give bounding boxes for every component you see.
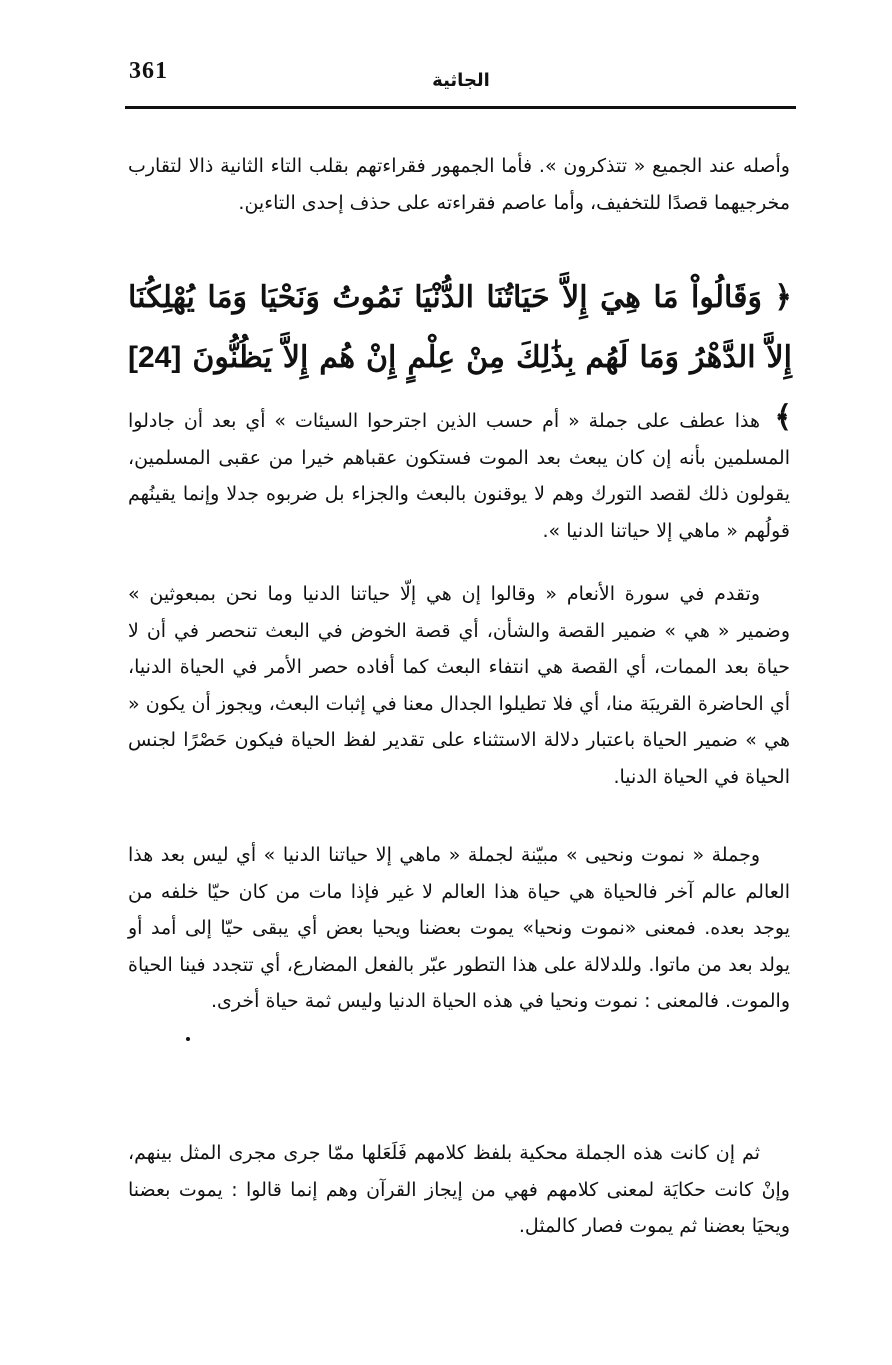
header-rule (125, 106, 796, 109)
verse-open-ornament: ﴿ (774, 280, 792, 315)
print-speck (186, 1037, 190, 1041)
paragraph-commentary-1: هذا عطف على جملة « أم حسب الذين اجترحوا السيئات » أي بعد أن جادلوا المسلمين بأنه إن كان يبعث بعد الموت فستكون عقباهم خيرا من عقبى المسلمين، يقولون ذلك لقصد التورك وهم لا يوقنون بالبعث والجزاء بل ضربوه جدلا وإنما يقينُهم قولُهم « ماهي إلا حياتنا الدنيا ». (128, 410, 790, 542)
paragraph-reading-note: وأصله عند الجميع « تتذكرون ». فأما الجمهور فقراءتهم بقلب التاء الثانية ذالا لتقارب مخرجيهما قصدًا للتخفيف، وأما عاصم فقراءته على حذف إحدى التاءين. (128, 155, 790, 214)
verse-line-2: إِلاَّ الدَّهْرُ وَمَا لَهُم بِذَٰلِكَ مِنْ عِلْمٍ إِنْ هُم إِلاَّ يَظُنُّونَ (192, 340, 792, 375)
verse-close-ornament: ﴾ (774, 400, 792, 435)
page-header (125, 52, 797, 102)
page-number: 361 (129, 58, 168, 84)
paragraph-commentary-4: ثم إن كانت هذه الجملة محكية بلفظ كلامهم فَلَعَلها ممّا جرى مجرى المثل بينهم، وإنْ كانت حكايَة لمعنى كلامهم فهي من إيجاز القرآن وهم إنما قالوا : يموت بعضنا ويحيَا بعضنا ثم يموت فصار كالمثل. (128, 1142, 790, 1238)
paragraph-commentary-3: وجملة « نموت ونحيى » مبيّنة لجملة « ماهي إلا حياتنا الدنيا » أي ليس بعد هذا العالم عالم آخر فالحياة هي حياة هذا العالم لا غير فإذا مات من كان حيّا خلفه من يوجد بعده. فمعنى «نموت ونحيا» يموت بعضنا ويحيا بعض أي يبقى حيّا إلى أمد أو يولد بعد من ماتوا. وللدلالة على هذا التطور عبّر بالفعل المضارع، أي تتجدد فينا الحياة والموت. فالمعنى : نموت ونحيا في هذه الحياة الدنيا وليس ثمة حياة أخرى. (128, 844, 790, 1013)
surah-running-title: الجاثية (432, 70, 490, 91)
ayah-number: [24] (128, 341, 182, 374)
paragraph-commentary-2: وتقدم في سورة الأنعام « وقالوا إن هي إلّا حياتنا الدنيا وما نحن بمبعوثين » وضمير « هي » ضمير القصة والشأن، أي قصة الخوض في البعث تنحصر في أن لا حياة بعد الممات، أي القصة هي انتفاء البعث كما أفاده حصر الأمر في الحياة الدنيا، أي الحاضرة القريبَة منا، أي فلا تطيلوا الجدال معنا في إثبات البعث، ويجوز أن يكون « هي » ضمير الحياة باعتبار دلالة الاستثناء على تقدير لفظ الحياة فيكون حَصْرًا لجنس الحياة في الحياة الدنيا. (128, 583, 790, 788)
verse-line-1: وَقَالُواْ مَا هِيَ إِلاَّ حَيَاتُنَا الدُّنْيَا نَمُوتُ وَنَحْيَا وَمَا يُهْلِكُنَا (128, 280, 762, 315)
